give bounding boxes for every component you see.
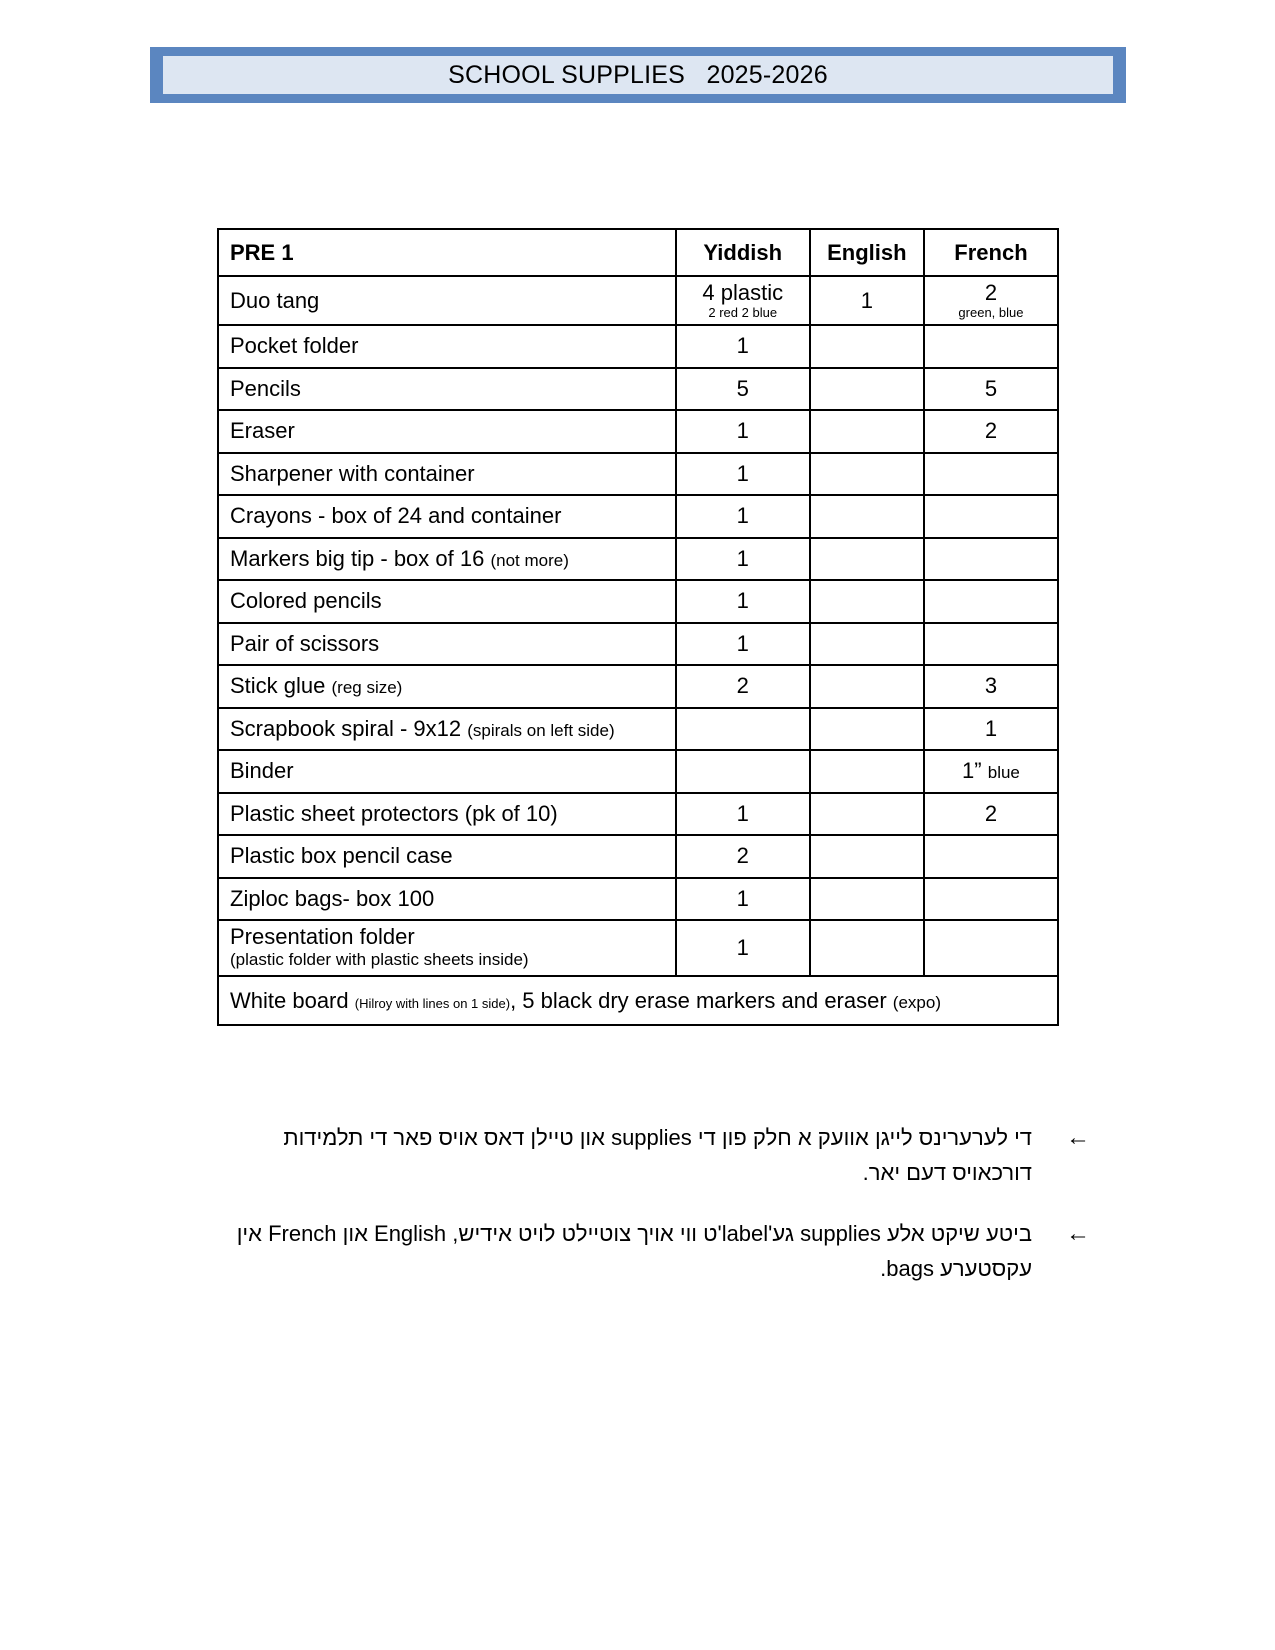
french-qty	[924, 580, 1058, 623]
french-qty	[924, 835, 1058, 878]
note-item	[200, 1120, 1090, 1190]
item-note: (plastic folder with plastic sheets inside)	[230, 950, 529, 970]
yiddish-qty	[676, 708, 810, 751]
table-row	[218, 495, 1058, 538]
english-qty	[810, 750, 924, 793]
table-row	[218, 750, 1058, 793]
yiddish-qty: 5	[676, 368, 810, 411]
item-name: Eraser	[218, 410, 676, 453]
yiddish-qty: 1	[676, 453, 810, 496]
french-qty	[924, 495, 1058, 538]
french-qty: 2	[924, 793, 1058, 836]
yiddish-qty: 2	[676, 835, 810, 878]
table-row	[218, 453, 1058, 496]
french-qty	[924, 325, 1058, 368]
french-qty: 3	[924, 665, 1058, 708]
yiddish-qty: 1	[676, 580, 810, 623]
item-note: (reg size)	[331, 678, 403, 698]
english-qty	[810, 793, 924, 836]
yiddish-qty-note: 2 red 2 blue	[708, 304, 778, 320]
table-row	[218, 276, 1058, 325]
item-name: Stick glue (reg size)	[218, 665, 676, 708]
table-row	[218, 538, 1058, 581]
item-name: Pocket folder	[218, 325, 676, 368]
table-footer-row	[218, 976, 1058, 1025]
french-qty: 2	[924, 410, 1058, 453]
item-note: (spirals on left side)	[467, 720, 615, 740]
yiddish-qty: 4 plastic 2 red 2 blue	[676, 276, 810, 325]
table-row	[218, 878, 1058, 921]
item-name: Binder	[218, 750, 676, 793]
yiddish-qty: 1	[676, 920, 810, 976]
english-qty	[810, 665, 924, 708]
english-qty	[810, 453, 924, 496]
table-row	[218, 920, 1058, 976]
english-qty	[810, 495, 924, 538]
french-qty	[924, 453, 1058, 496]
whiteboard-item: White board (Hilroy with lines on 1 side), 5 black dry erase markers and eraser (expo)	[218, 976, 1058, 1025]
table-row	[218, 368, 1058, 411]
item-name: Sharpener with container	[218, 453, 676, 496]
table-row	[218, 665, 1058, 708]
table-row	[218, 623, 1058, 666]
table-row	[218, 410, 1058, 453]
supplies-table	[217, 228, 1059, 1026]
yiddish-qty: 1	[676, 495, 810, 538]
french-qty: 1	[924, 708, 1058, 751]
english-qty: 1	[810, 276, 924, 325]
yiddish-qty	[676, 750, 810, 793]
table-row	[218, 793, 1058, 836]
french-qty-note: green, blue	[958, 304, 1024, 320]
yiddish-header: Yiddish	[676, 229, 810, 276]
english-qty	[810, 410, 924, 453]
item-name: Pair of scissors	[218, 623, 676, 666]
french-qty: 2 green, blue	[924, 276, 1058, 325]
table-row	[218, 325, 1058, 368]
item-name: Plastic sheet protectors (pk of 10)	[218, 793, 676, 836]
table-row	[218, 835, 1058, 878]
french-qty	[924, 623, 1058, 666]
english-qty	[810, 368, 924, 411]
french-qty: 5	[924, 368, 1058, 411]
yiddish-qty: 1	[676, 623, 810, 666]
item-name: Ziploc bags- box 100	[218, 878, 676, 921]
arrow-left-icon: ←	[1066, 1220, 1090, 1247]
table-row	[218, 580, 1058, 623]
english-qty	[810, 325, 924, 368]
english-qty	[810, 878, 924, 921]
item-name: Plastic box pencil case	[218, 835, 676, 878]
item-name: Colored pencils	[218, 580, 676, 623]
arrow-left-icon: ←	[1066, 1124, 1090, 1151]
english-qty	[810, 538, 924, 581]
page-title: SCHOOL SUPPLIES 2025-2026	[163, 56, 1113, 94]
item-name: Markers big tip - box of 16 (not more)	[218, 538, 676, 581]
yiddish-qty: 1	[676, 878, 810, 921]
item-note: (expo)	[892, 992, 941, 1012]
french-qty	[924, 538, 1058, 581]
item-name: Scrapbook spiral - 9x12 (spirals on left side)	[218, 708, 676, 751]
yiddish-qty: 1	[676, 793, 810, 836]
french-qty	[924, 878, 1058, 921]
item-note: (Hilroy with lines on 1 side)	[354, 995, 511, 1011]
note-item	[200, 1216, 1090, 1286]
english-qty	[810, 623, 924, 666]
french-qty	[924, 920, 1058, 976]
title-banner	[150, 47, 1126, 103]
yiddish-qty: 1	[676, 325, 810, 368]
french-qty: 1” blue	[924, 750, 1058, 793]
english-qty	[810, 920, 924, 976]
item-name: Crayons - box of 24 and container	[218, 495, 676, 538]
english-qty	[810, 835, 924, 878]
note-text: ביטע שיקט אלע supplies גע'label'ט ווי אויך צוטיילט לויט אידיש, English און French אין עקסטערע bags.	[236, 1221, 1032, 1281]
item-name: Duo tang	[218, 276, 676, 325]
english-header: English	[810, 229, 924, 276]
grade-header: PRE 1	[218, 229, 676, 276]
item-note: (not more)	[490, 550, 569, 570]
item-name: Pencils	[218, 368, 676, 411]
english-qty	[810, 580, 924, 623]
english-qty	[810, 708, 924, 751]
table-row	[218, 708, 1058, 751]
yiddish-qty: 1	[676, 538, 810, 581]
item-name: Presentation folder (plastic folder with plastic sheets inside)	[218, 920, 676, 976]
yiddish-qty: 1	[676, 410, 810, 453]
table-header-row	[218, 229, 1058, 276]
french-qty-note: blue	[987, 763, 1020, 783]
french-header: French	[924, 229, 1058, 276]
note-text: די לערערינס לייגן אוועק א חלק פון די supplies און טיילן דאס אויס פאר די תלמידות דורכאויס דעם יאר.	[283, 1125, 1032, 1185]
yiddish-qty: 2	[676, 665, 810, 708]
notes-section	[200, 1120, 1090, 1312]
